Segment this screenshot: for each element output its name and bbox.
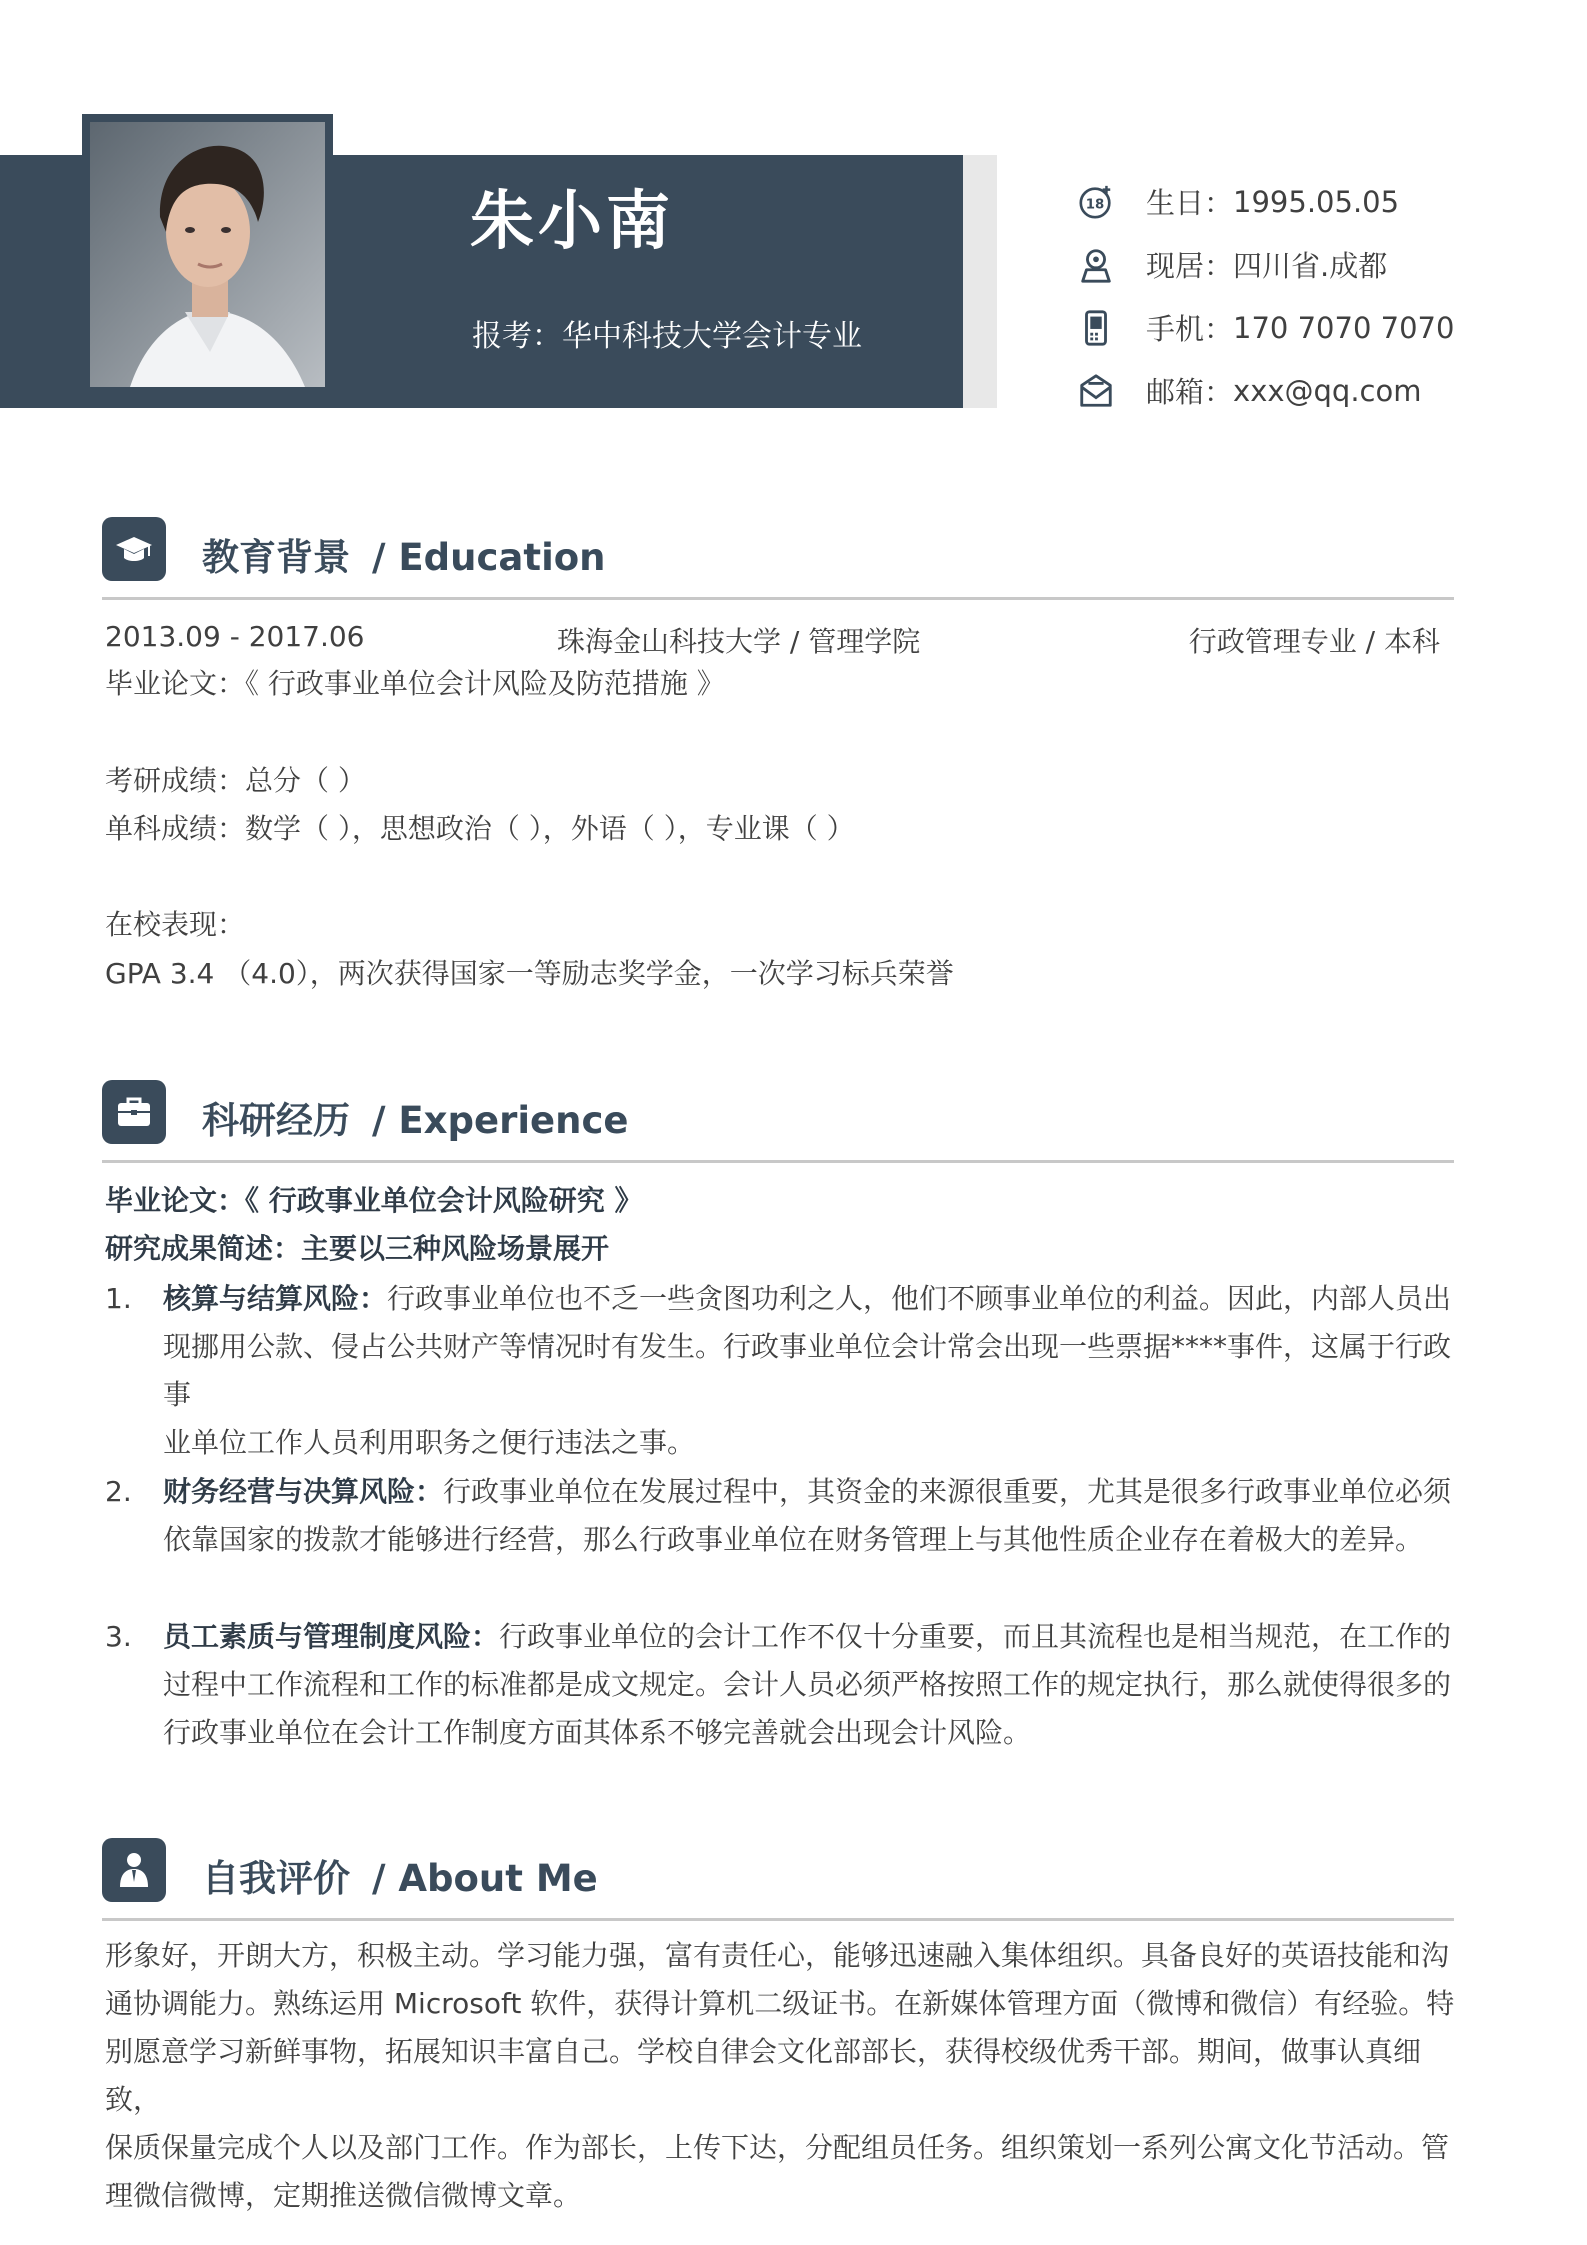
education-title [202,527,606,581]
list-number: 1. [105,1282,132,1315]
list-heading: 核算与结算风险： [163,1282,388,1315]
about-line: 通协调能力。熟练运用 Microsoft 软件，获得计算机二级证书。在新媒体管理方面（微博和微信）有经验。特 [105,1987,1455,2020]
education-entry [105,620,1440,658]
list-line: 依靠国家的拨款才能够进行经营，那么行政事业单位在财务管理上与其他性质企业存在着极大的差异。 [163,1523,1424,1556]
info-separator: ： [1204,249,1234,283]
info-label: 手机 [1146,312,1205,346]
list-line: 过程中工作流程和工作的标准都是成文规定。会计人员必须严格按照工作的规定执行，那么就使得很多的 [163,1668,1452,1701]
section-divider [102,1918,1454,1921]
list-line: 现挪用公款、侵占公共财产等情况时有发生。行政事业单位会计常会出现一些票据****事件，这属于行政事 [163,1330,1452,1411]
list-heading: 员工素质与管理制度风险： [163,1620,500,1653]
section-divider [102,597,1454,600]
list-text: 行政事业单位在发展过程中，其资金的来源很重要，尤其是很多行政事业单位必须 [443,1475,1452,1508]
person-icon [102,1838,166,1902]
info-separator: ： [1204,312,1234,346]
section-divider [102,1160,1454,1163]
education-school: 珠海金山科技大学 / 管理学院 [557,625,921,658]
location-value: 四川省.成都 [1233,249,1388,283]
info-label: 生日 [1146,186,1205,220]
performance-label: 在校表现： [105,908,246,941]
about-paragraph [105,1932,1463,2220]
education-thesis: 毕业论文：《 行政事业单位会计风险及防范措施 》 [105,667,725,700]
briefcase-icon [102,1080,166,1144]
list-line [163,1275,1468,1323]
info-separator: ： [1204,375,1234,409]
experience-title-en: / Experience [372,1099,629,1142]
education-period: 2013.09 - 2017.06 [105,620,365,653]
experience-title [202,1090,629,1144]
list-body [163,1468,1468,1564]
education-title-en: / Education [372,536,606,579]
birthday-value: 1995.05.05 [1233,184,1400,219]
about-line: 别愿意学习新鲜事物，拓展知识丰富自己。学校自律会文化部部长，获得校级优秀干部。期间，做事认真细致， [105,2035,1422,2116]
svg-text:18: 18 [1085,197,1105,213]
list-body [163,1613,1468,1757]
about-title [202,1848,598,1902]
performance-detail: GPA 3.4 （4.0），两次获得国家一等励志奖学金，一次学习标兵荣誉 [105,957,954,990]
list-line: 行政事业单位在会计工作制度方面其体系不够完善就会出现会计风险。 [163,1716,1032,1749]
list-line: 业单位工作人员利用职务之便行违法之事。 [163,1426,696,1459]
header-banner-shadow [963,155,997,408]
application-target [472,319,862,354]
phone-icon [1076,308,1116,348]
application-value: 华中科技大学会计专业 [562,319,862,354]
profile-photo-frame [82,114,333,395]
about-title-cn: 自我评价 [202,1857,350,1900]
list-line [163,1613,1468,1661]
research-summary: 研究成果简述：主要以三种风险场景展开 [105,1232,610,1265]
phone-value: 170 7070 7070 [1233,310,1455,345]
about-title-en: / About Me [372,1857,598,1900]
info-separator: ： [1204,186,1234,220]
list-number: 2. [105,1475,132,1508]
info-label: 邮箱 [1146,375,1205,409]
about-line: 理微信微博，定期推送微信微博文章。 [105,2179,582,2212]
about-line: 保质保量完成个人以及部门工作。作为部长，上传下达，分配组员任务。组织策划一系列公寓文化节活动。管 [105,2131,1450,2164]
graduation-cap-icon [102,517,166,581]
exam-total-score: 考研成绩：总分（ ） [105,764,366,797]
list-text: 行政事业单位的会计工作不仅十分重要，而且其流程也是相当规范，在工作的 [499,1620,1452,1653]
profile-photo [90,122,325,387]
list-text: 行政事业单位也不乏一些贪图功利之人，他们不顾事业单位的利益。因此，内部人员出 [387,1282,1452,1315]
application-label: 报考： [472,319,562,354]
info-birthday [1076,170,1454,233]
exam-subject-scores: 单科成绩：数学（ ），思想政治（ ），外语（ ），专业课（ ） [105,812,855,845]
mail-icon [1076,371,1116,411]
info-location [1076,233,1454,296]
email-value: xxx@qq.com [1233,373,1422,408]
research-thesis: 毕业论文：《 行政事业单位会计风险研究 》 [105,1184,643,1217]
experience-title-cn: 科研经历 [202,1099,350,1142]
info-label: 现居 [1146,249,1205,283]
contact-info [1076,170,1454,422]
education-major: 行政管理专业 / 本科 [1188,625,1440,658]
info-phone [1076,296,1454,359]
list-line [163,1468,1468,1516]
list-number: 3. [105,1620,132,1653]
about-line: 形象好，开朗大方，积极主动。学习能力强，富有责任心，能够迅速融入集体组织。具备良好的英语技能和沟 [105,1939,1450,1972]
info-email [1076,359,1454,422]
location-icon [1076,245,1116,285]
education-title-cn: 教育背景 [202,536,350,579]
list-body [163,1275,1468,1467]
list-heading: 财务经营与决算风险： [163,1475,444,1508]
candidate-name: 朱小南 [470,185,674,259]
age-18-icon [1076,182,1116,222]
